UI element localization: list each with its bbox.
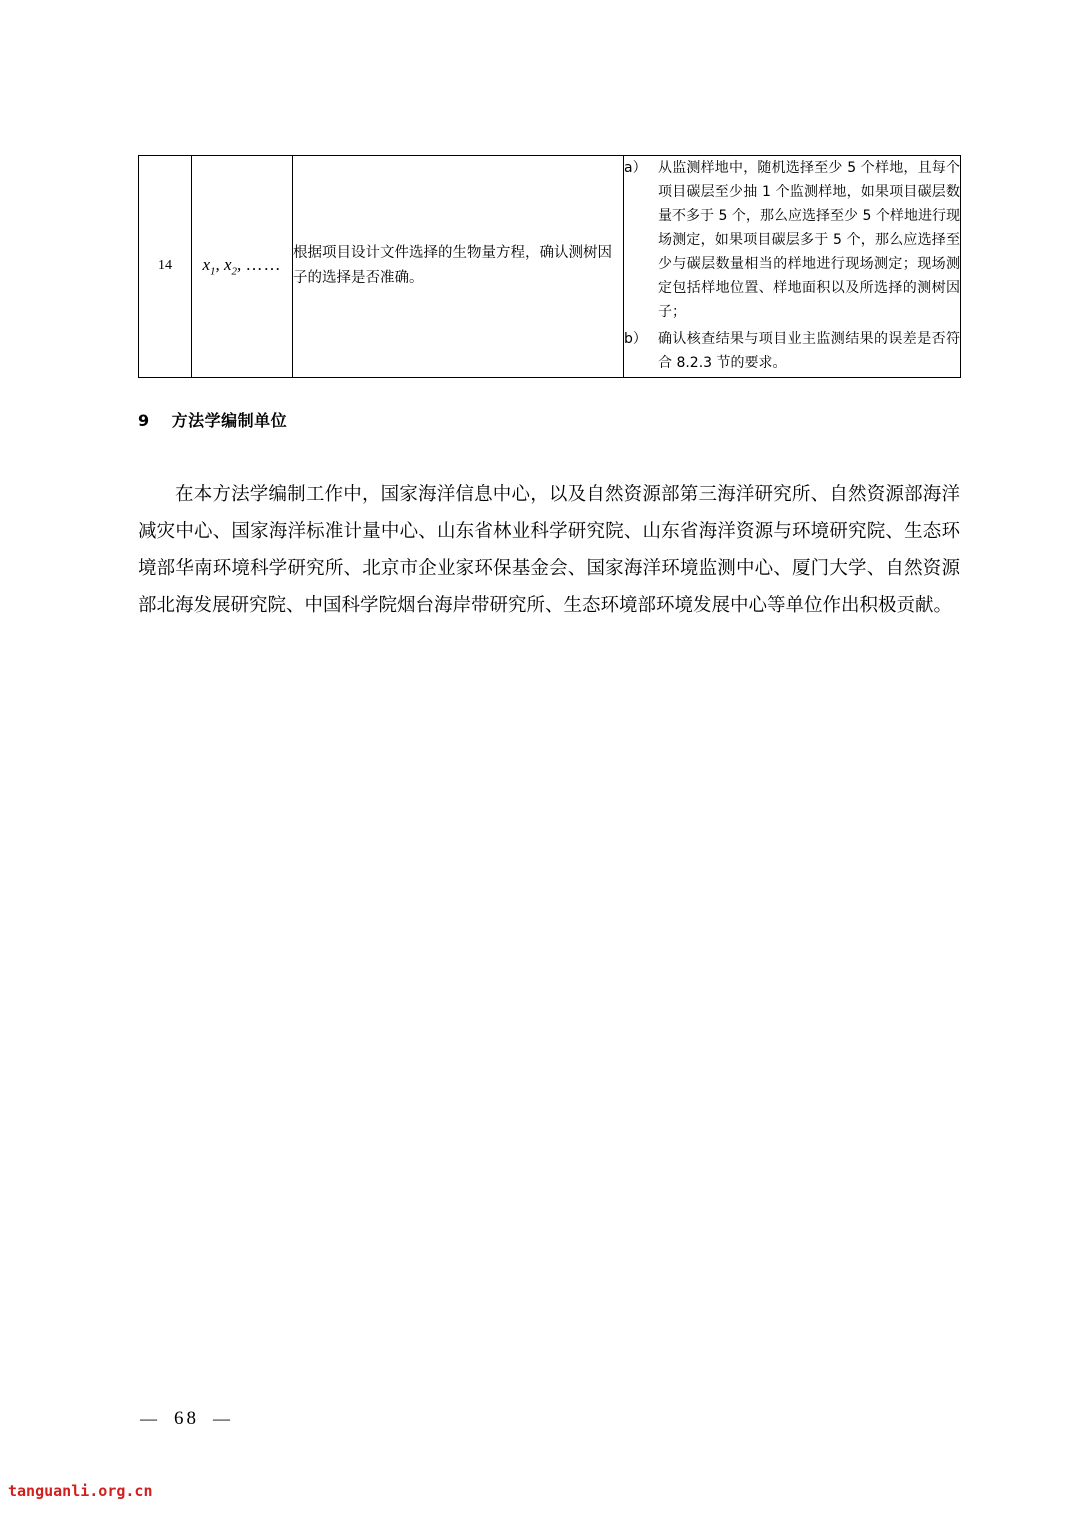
page-footer [140, 1408, 320, 1430]
list-item [624, 156, 960, 325]
list-item [624, 327, 960, 375]
list-item-marker: a） [624, 160, 647, 176]
section-title: 方法学编制单位 [171, 411, 288, 430]
list-item-marker: b） [624, 330, 647, 347]
row-symbol-cell [192, 156, 293, 378]
symbol-formula: $x_1$, $x_2$, …… [202, 255, 282, 278]
table-row [139, 156, 961, 378]
list-item-text: 确认核查结果与项目业主监测结果的误差是否符合 8.2.3 节的要求。 [658, 330, 960, 371]
footer-dash-right: — [213, 1409, 233, 1428]
section-number: 9 [138, 411, 150, 430]
check-table [138, 155, 961, 378]
body-paragraph: 在本方法学编制工作中，国家海洋信息中心，以及自然资源部第三海洋研究所、自然资源部海洋减灾中心、国家海洋标准计量中心、山东省林业科学研究院、山东省海洋资源与环境研究院、生态环境部华南环境科学研究所、北京市企业家环保基金会、国家海洋环境监测中心、厦门大学、自然资源部北海发展研究院、中国科学院烟台海岸带研究所、生态环境部环境发展中心等单位作出积极贡献。 [138, 484, 960, 616]
watermark-text: tanguanli.org.cn [8, 1482, 153, 1500]
section-heading [138, 408, 287, 431]
footer-dash-left: — [140, 1409, 160, 1428]
page-number: 68 [174, 1408, 199, 1429]
row-number-cell: 14 [139, 156, 192, 378]
check-table-wrapper [138, 155, 958, 378]
row-actions-cell [624, 156, 961, 378]
action-list [624, 156, 960, 375]
row-description-cell: 根据项目设计文件选择的生物量方程，确认测树因子的选择是否准确。 [293, 156, 624, 378]
list-item-text: 从监测样地中，随机选择至少 5 个样地，且每个项目碳层至少抽 1 个监测样地，如果项目碳层数量不多于 5 个，那么应选择至少 5 个样地进行现场测定，如果项目碳层多于 5 个，那么应选择至少与碳层数量相当的样地进行现场测定；现场测定包括样地位置、样地面积以及所选择的测树因子； [658, 160, 960, 321]
